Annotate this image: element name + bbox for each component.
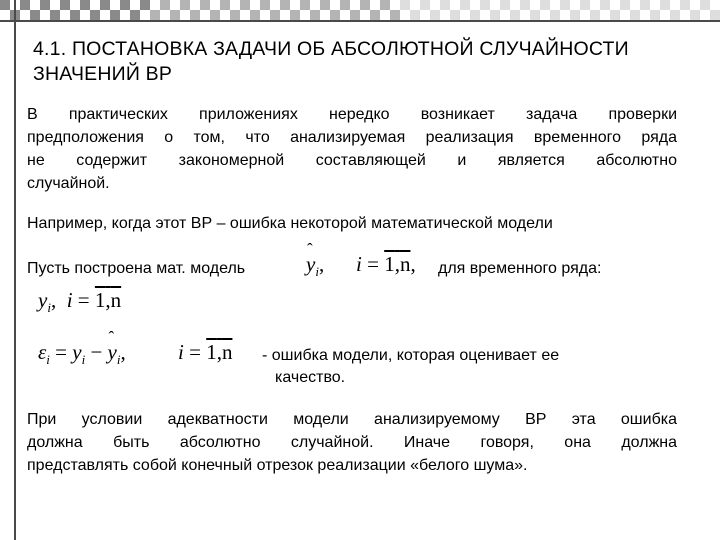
- checker-square: [710, 10, 720, 20]
- checker-square: [540, 0, 550, 10]
- conclusion-line: должна быть абсолютно случайной. Иначе говоря, она должна: [27, 434, 677, 451]
- header-rule: [0, 20, 720, 22]
- checker-square: [0, 0, 10, 10]
- checker-square: [390, 10, 400, 20]
- slide-title: 4.1. ПОСТАНОВКА ЗАДАЧИ ОБ АБСОЛЮТНОЙ СЛУЧАЙНОСТИ ЗНАЧЕНИЙ ВР: [33, 38, 629, 85]
- checker-square: [60, 0, 70, 10]
- checker-square: [340, 0, 350, 10]
- checker-square: [180, 0, 190, 10]
- checker-square: [200, 0, 210, 10]
- checker-square: [610, 10, 620, 20]
- intro-line: В практических приложениях нередко возникает задача проверки: [27, 106, 677, 123]
- checker-square: [550, 10, 560, 20]
- checker-square: [110, 10, 120, 20]
- margin-rule: [14, 0, 16, 540]
- checker-square: [650, 10, 660, 20]
- checker-square: [130, 10, 140, 20]
- checker-square: [490, 10, 500, 20]
- checker-square: [70, 10, 80, 20]
- checkered-header-decoration: [0, 0, 720, 30]
- checker-square: [190, 10, 200, 20]
- formula-yhat: ˆ $y_i$,: [306, 252, 324, 280]
- model-suffix: для временного ряда:: [438, 260, 602, 277]
- conclusion-line: При условии адекватности модели анализируемому ВР эта ошибка: [27, 411, 677, 428]
- checker-square: [240, 0, 250, 10]
- checker-square: [220, 0, 230, 10]
- checker-square: [280, 0, 290, 10]
- checker-square: [320, 0, 330, 10]
- conclusion-paragraph: [27, 408, 677, 477]
- checker-square: [420, 0, 430, 10]
- checker-square: [690, 10, 700, 20]
- checker-square: [150, 10, 160, 20]
- checker-square: [40, 0, 50, 10]
- checker-square: [560, 0, 570, 10]
- checker-square: [30, 10, 40, 20]
- formula-error-range: i = 1,n: [178, 340, 233, 364]
- checker-square: [90, 10, 100, 20]
- checker-square: [400, 0, 410, 10]
- intro-line: не содержит закономерной составляющей и является абсолютно: [27, 152, 677, 169]
- checker-square: [660, 0, 670, 10]
- checker-square: [230, 10, 240, 20]
- checker-square: [210, 10, 220, 20]
- intro-line: предположения о том, что анализируемая реализация временного ряда: [27, 129, 677, 146]
- checker-square: [630, 10, 640, 20]
- checker-square: [520, 0, 530, 10]
- checker-square: [270, 10, 280, 20]
- formula-error: $\varepsilon_i = y_i$ − ˆ $y_i$,: [38, 340, 126, 368]
- checker-square: [300, 0, 310, 10]
- checker-square: [640, 0, 650, 10]
- checker-square: [590, 10, 600, 20]
- checker-square: [680, 0, 690, 10]
- checker-square: [700, 0, 710, 10]
- error-description-2: качество.: [275, 369, 346, 386]
- checker-square: [480, 0, 490, 10]
- checker-square: [170, 10, 180, 20]
- checker-square: [500, 0, 510, 10]
- intro-paragraph: [27, 103, 677, 195]
- checker-square: [290, 10, 300, 20]
- checker-square: [250, 10, 260, 20]
- checker-square: [370, 10, 380, 20]
- checker-square: [460, 0, 470, 10]
- formula-series: $y_i$, i = 1,n: [38, 288, 122, 316]
- checker-square: [20, 0, 30, 10]
- checker-square: [140, 0, 150, 10]
- checker-square: [360, 0, 370, 10]
- checker-square: [530, 10, 540, 20]
- checker-square: [330, 10, 340, 20]
- checker-square: [580, 0, 590, 10]
- error-description: - ошибка модели, которая оценивает ее: [262, 347, 560, 364]
- checker-square: [120, 0, 130, 10]
- checker-square: [100, 0, 110, 10]
- checker-square: [310, 10, 320, 20]
- checker-square: [440, 0, 450, 10]
- formula-index-range: i = 1,n,: [356, 252, 416, 276]
- checker-square: [410, 10, 420, 20]
- checker-square: [470, 10, 480, 20]
- conclusion-line: представлять собой конечный отрезок реализации «белого шума».: [27, 457, 528, 474]
- checker-square: [570, 10, 580, 20]
- intro-line: случайной.: [27, 175, 110, 192]
- checker-square: [600, 0, 610, 10]
- model-prefix: Пусть построена мат. модель: [27, 260, 246, 277]
- checker-square: [80, 0, 90, 10]
- checker-square: [620, 0, 630, 10]
- checker-square: [380, 0, 390, 10]
- checker-square: [350, 10, 360, 20]
- checker-square: [670, 10, 680, 20]
- checker-square: [510, 10, 520, 20]
- checker-square: [430, 10, 440, 20]
- checker-square: [450, 10, 460, 20]
- checker-square: [260, 0, 270, 10]
- example-line: Например, когда этот ВР – ошибка некоторой математической модели: [27, 215, 553, 232]
- checker-square: [160, 0, 170, 10]
- checker-square: [50, 10, 60, 20]
